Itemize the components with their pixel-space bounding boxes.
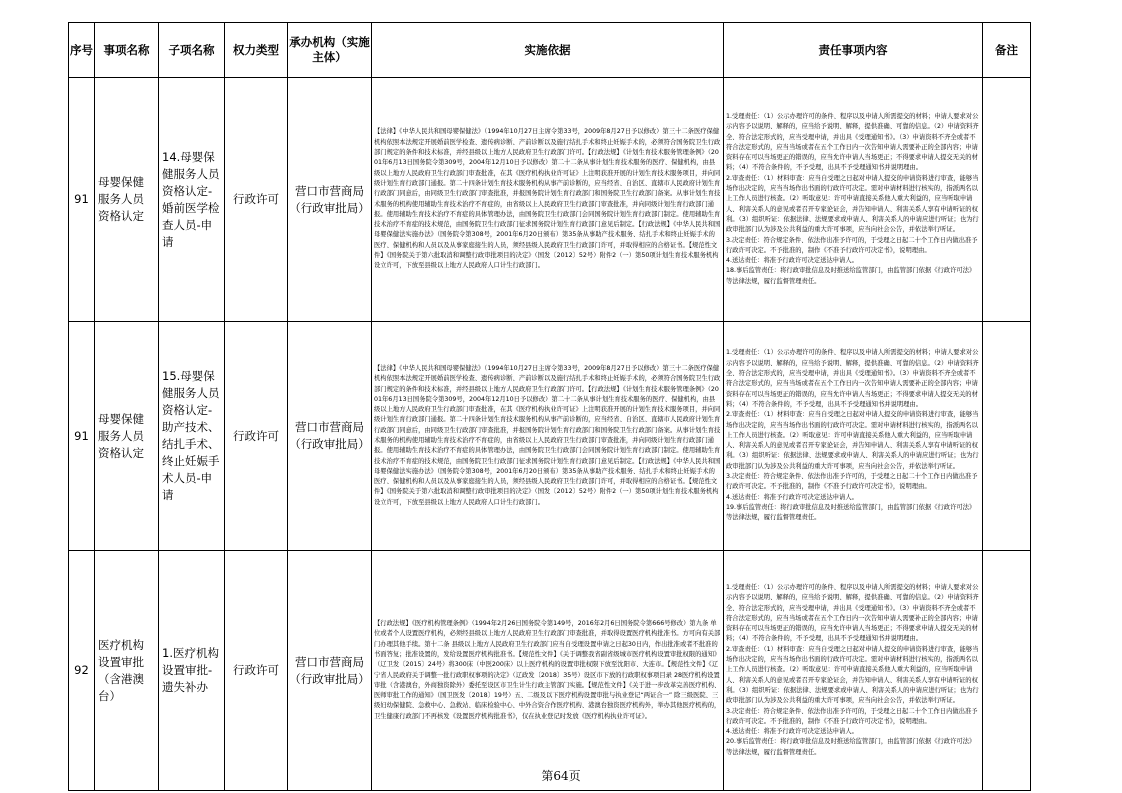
resp-line: 3.决定责任：符合规定条件、依法作出准予许可的，于受理之日起二十个工作日内做出准予行政许可决定。不予批准的，制作《不准予行政许可决定书》，说明理由。 — [726, 707, 978, 725]
cell-seq: 91 — [69, 78, 95, 322]
resp-line: 20.事后监管责任：将行政审批信息及时推送给监管部门，由监管部门依据《行政许可法》等法律法规，履行监督管理责任。 — [726, 738, 976, 756]
resp-line: 19.事后监管责任：将行政审批信息及时推送给监管部门，由监管部门依据《行政许可法》等法律法规，履行监督管理责任。 — [726, 503, 976, 522]
cell-power: 行政许可 — [225, 322, 288, 551]
cell-seq: 91 — [69, 322, 95, 551]
table-row — [69, 322, 1031, 551]
resp-line: 2.审查责任：（1）材料审查：应当自受理之日起对申请人提交的申请资料进行审查，能够当场作出决定的，应当当场作出书面的行政许可决定。需对申请材料进行核实的，指派两名以上工作人员进行核查。（2）听取意见：许可申请直接关系他人重大利益的，应当听取申请人、利害关系人的意见或者召开专家论证会，并告知申请人、利害关系人享有申请听证的权利。（3）组织听证：依据法律、法规要求或申请人、利害关系人的申请应进行听证；也为行政审批部门认为涉及公共利益的重大许可事项，应当向社会公告，并依法举行听证。 — [726, 411, 979, 470]
resp-line: 3.决定责任：符合规定条件、依法作出准予许可的，于受理之日起二十个工作日内做出准予行政许可决定。不予批准的，制作《不准予行政许可决定书》，说明理由。 — [726, 236, 978, 254]
table-row — [69, 78, 1031, 322]
resp-line: 18.事后监管责任：将行政审批信息及时推送给监管部门，由监管部门依据《行政许可法》等法律法规，履行监督管理责任。 — [726, 267, 976, 285]
header-power: 权力类型 — [225, 23, 288, 78]
cell-power: 行政许可 — [225, 78, 288, 322]
cell-org: 营口市营商局（行政审批局） — [288, 78, 372, 322]
cell-org: 营口市营商局（行政审批局） — [288, 322, 372, 551]
table-header-row — [69, 23, 1031, 78]
header-item: 事项名称 — [95, 23, 159, 78]
header-resp: 责任事项内容 — [724, 23, 983, 78]
cell-basis: 【法律】《中华人民共和国母婴保健法》（1994年10月27日主席令第33号，2009年8月27日予以修改）第三十二条医疗保健机构依照本法规定开展婚前医学检查、遗传病诊断、产前诊断以及施行结扎手术和终止妊娠手术的，必须符合国务院卫生行政部门规定的条件和技术标准，并经县级以上地方人民政府卫生行政部门许可。【行政法规】《计划生育技术服务管理条例》（2001年6月13日国务院令第309号，2004年12月10日予以修改）第二十二条从事计划生育技术服务的医疗、保健机构，由县级以上地方人民政府卫生行政部门审查批准，在其《医疗机构执业许可证》上注明获准开展的计划生育技术服务项目，并向同级计划生育行政部门通报。第二十四条计划生育技术服务机构从事产前诊断的，应当经省、自治区、直辖市人民政府计划生育行政部门同意后，由同级卫生行政部门审查批准，并报国务院计划生育行政部门和国务院卫生行政部门备案。从事计划生育技术服务的机构使用辅助生育技术治疗不育症的，由省级以上人民政府卫生行政部门审查批准，并向同级计划生育行政部门通报。使用辅助生育技术治疗不育症的具体管理办法，由国务院卫生行政部门会同国务院计划生育行政部门制定。使用辅助生育技术治疗不育症的技术规范，由国务院卫生行政部门征求国务院计划生育行政部门意见后制定。【行政法规】《中华人民共和国母婴保健法实施办法》（国务院令第308号，2001年6月20日颁布）第35条从事助产技术服务、结扎手术和终止妊娠手术的医疗、保健机构和人员以及从事家庭接生的人员，须经县级人民政府卫生行政部门许可，并取得相应的合格证书。【规范性文件】《国务院关于第六批取消和调整行政审批项目的决定》（国发〔2012〕52号）附件2（一）第50项计划生育技术服务机构设立许可，下放至县级以上地方人民政府人口计生行政部门。 — [372, 322, 724, 551]
cell-basis: 【法律】《中华人民共和国母婴保健法》（1994年10月27日主席令第33号，2009年8月27日予以修改）第三十二条医疗保健机构依照本法规定开展婚前医学检查、遗传病诊断、产前诊断以及施行结扎手术和终止妊娠手术的，必须符合国务院卫生行政部门规定的条件和技术标准，并经县级以上地方人民政府卫生行政部门许可。【行政法规】《计划生育技术服务管理条例》（2001年6月13日国务院令第309号，2004年12月10日予以修改）第二十二条从事计划生育技术服务的医疗、保健机构，由县级以上地方人民政府卫生行政部门审查批准，在其《医疗机构执业许可证》上注明获准开展的计划生育技术服务项目，并向同级计划生育行政部门通报。第二十四条计划生育技术服务机构从事产前诊断的，应当经省、自治区、直辖市人民政府计划生育行政部门同意后，由同级卫生行政部门审查批准，并报国务院计划生育行政部门和国务院卫生行政部门备案。从事计划生育技术服务的机构使用辅助生育技术治疗不育症的，由省级以上人民政府卫生行政部门审查批准，并向同级计划生育行政部门通报。使用辅助生育技术治疗不育症的具体管理办法，由国务院卫生行政部门会同国务院计划生育行政部门制定。使用辅助生育技术治疗不育症的技术规范，由国务院卫生行政部门征求国务院计划生育行政部门意见后制定。【行政法规】《中华人民共和国母婴保健法实施办法》（国务院令第308号，2001年6月20日颁布）第35条从事助产技术服务、结扎手术和终止妊娠手术的医疗、保健机构和人员以及从事家庭接生的人员，须经县级人民政府卫生行政部门许可，并取得相应的合格证书。【规范性文件】《国务院关于第六批取消和调整行政审批项目的决定》（国发〔2012〕52号）附件2（一）第50项计划生育技术服务机构设立许可，下放至县级以上地方人民政府人口计生行政部门。 — [372, 78, 724, 322]
header-note: 备注 — [983, 23, 1031, 78]
page-number: 第64页 — [541, 769, 581, 783]
header-seq: 序号 — [69, 23, 95, 78]
cell-item: 医疗机构设置审批（含港澳台） — [95, 551, 159, 791]
cell-note — [983, 322, 1031, 551]
resp-line: 4.送达责任：将准予行政许可决定送达申请人。 — [726, 493, 858, 501]
table-row — [69, 551, 1031, 791]
resp-line: 2.审查责任：（1）材料审查：应当自受理之日起对申请人提交的申请资料进行审查，能够当场作出决定的，应当当场作出书面的行政许可决定。需对申请材料进行核实的，指派两名以上工作人员进行核查。（2）听取意见：许可申请直接关系他人重大利益的，应当听取申请人、利害关系人的意见或者召开专家论证会，并告知申请人、利害关系人享有申请听证的权利。（3）组织听证：依据法律、法规要求或申请人、利害关系人的申请应进行听证；也为行政审批部门认为涉及公共利益的重大许可事项，应当向社会公告，并依法举行听证。 — [726, 645, 979, 705]
header-basis: 实施依据 — [372, 23, 724, 78]
header-subitem: 子项名称 — [159, 23, 225, 78]
cell-subitem: 14.母婴保健服务人员资格认定-婚前医学检查人员-申请 — [159, 78, 225, 322]
cell-note — [983, 551, 1031, 791]
cell-subitem: 15.母婴保健服务人员资格认定-助产技术、结扎手术、终止妊娠手术人员-申请 — [159, 322, 225, 551]
cell-basis: 【行政法规】《医疗机构管理条例》（1994年2月26日国务院令第149号，2016年2月6日国务院令第666号修改）第九条 单位或者个人设置医疗机构，必须经县级以上地方人民政府卫生行政部门审查批准，并取得设置医疗机构批准书。方可向有关部门办理其他手续。第十二条 县级以上地方人民政府卫生行政部门应当自受理设置申请之日起30日内，作出批准或者不批准的书面答复；批准设置的，发给设置医疗机构批准书。【规范性文件】《关于调整我省副省级城市医疗机构设置审批权限的通知》（辽卫发〔2015〕24号）将300床（中医200床）以上医疗机构的设置审批权限下放至沈阳市、大连市。【规范性文件】《辽宁省人民政府关于调整一批行政职权事项的决定》（辽政发〔2018〕35号）设区市下放的行政职权事项目录 28医疗机构设置审批（含港澳台，外商独资除外）委托至设区市卫生计生行政主管部门实施。【规范性文件】《关于进一步改革完善医疗机构、医师审批工作的通知》（国卫医发〔2018〕19号）五、二级及以下医疗机构设置审批与执业登记“两证合一” 除三级医院、三级妇幼保健院、急救中心、急救站、临床检验中心、中外合资合作医疗机构、港澳台独资医疗机构外，举办其他医疗机构的，卫生健康行政部门不再核发《设置医疗机构批准书》，仅在执业登记时发放《医疗机构执业许可证》。 — [372, 551, 724, 791]
cell-subitem: 1.医疗机构设置审批-遗失补办 — [159, 551, 225, 791]
resp-line: 4.送达责任：将准予行政许可决定送达申请人。 — [726, 257, 858, 265]
resp-line: 1.受理责任：（1）公示办理许可的条件、程序以及申请人所需提交的材料；申请人要求对公示内容予以说明、解释的，应当给予说明、解释，提供准确、可靠的信息。（2）申请资料齐全、符合法定形式的，应当受理申请，并出具《受理通知书》。（3）申请资料不齐全或者不符合法定形式的，应当当场或者在五个工作日内一次告知申请人需要补正的全部内容；申请资料存在可以当场更正的错误的，应当允许申请人当场更正；不得要求申请人提交无关的材料；（4）不符合条件的，不予受理，出具不予受理通知书并说明理由。 — [726, 583, 979, 643]
cell-item: 母婴保健服务人员资格认定 — [95, 322, 159, 551]
cell-note — [983, 78, 1031, 322]
resp-line: 2.审查责任：（1）材料审查：应当自受理之日起对申请人提交的申请资料进行审查，能够当场作出决定的，应当当场作出书面的行政许可决定。需对申请材料进行核实的，指派两名以上工作人员进行核查。（2）听取意见：许可申请直接关系他人重大利益的，应当听取申请人、利害关系人的意见或者召开专家论证会，并告知申请人、利害关系人享有申请听证的权利。（3）组织听证：依据法律、法规要求或申请人、利害关系人的申请应进行听证；也为行政审批部门认为涉及公共利益的重大许可事项，应当向社会公告，并依法举行听证。 — [726, 174, 979, 234]
cell-resp — [724, 551, 983, 791]
cell-power: 行政许可 — [225, 551, 288, 791]
cell-org: 营口市营商局（行政审批局） — [288, 551, 372, 791]
resp-line: 4.送达责任：将准予行政许可决定送达申请人。 — [726, 728, 858, 736]
header-org: 承办机构（实施主体） — [288, 23, 372, 78]
cell-resp — [724, 78, 983, 322]
resp-line: 1.受理责任：（1）公示办理许可的条件、程序以及申请人所需提交的材料；申请人要求对公示内容予以说明、解释的，应当给予说明、解释，提供准确、可靠的信息。（2）申请资料齐全、符合法定形式的，应当受理申请，并出具《受理通知书》。（3）申请资料不齐全或者不符合法定形式的，应当当场或者在五个工作日内一次告知申请人需要补正的全部内容；申请资料存在可以当场更正的错误的，应当允许申请人当场更正；不得要求申请人提交无关的材料；（4）不符合条件的，不予受理，出具不予受理通知书并说明理由。 — [726, 349, 979, 408]
resp-line: 3.决定责任：符合规定条件、依法作出准予许可的，于受理之日起二十个工作日内做出准予行政许可决定。不予批准的，制作《不准予行政许可决定书》，说明理由。 — [726, 473, 978, 491]
cell-resp — [724, 322, 983, 551]
resp-line: 1.受理责任：（1）公示办理许可的条件、程序以及申请人所需提交的材料；申请人要求对公示内容予以说明、解释的，应当给予说明、解释，提供准确、可靠的信息。（2）申请资料齐全、符合法定形式的，应当受理申请，并出具《受理通知书》。（3）申请资料不齐全或者不符合法定形式的，应当当场或者在五个工作日内一次告知申请人需要补正的全部内容；申请资料存在可以当场更正的错误的，应当允许申请人当场更正；不得要求申请人提交无关的材料；（4）不符合条件的，不予受理，出具不予受理通知书并说明理由。 — [726, 112, 979, 172]
cell-seq: 92 — [69, 551, 95, 791]
cell-item: 母婴保健服务人员资格认定 — [95, 78, 159, 322]
responsibility-table — [68, 22, 1031, 791]
